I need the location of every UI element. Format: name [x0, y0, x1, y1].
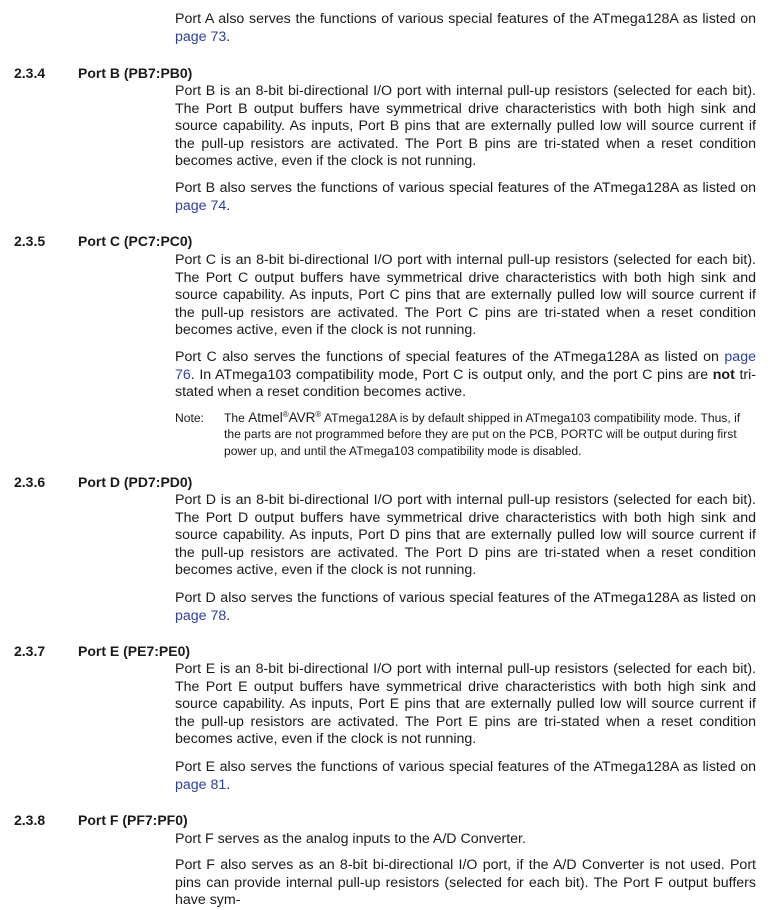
- port-e-functions-paragraph: Port E also serves the functions of various special features of the ATmega128A as listed on page 81.: [175, 759, 756, 793]
- page-81-link[interactable]: page 81: [175, 776, 227, 793]
- port-a-functions-paragraph: Port A also serves the functions of various special features of the ATmega128A as listed on page 73.: [175, 11, 756, 45]
- section-number: 2.3.8: [14, 812, 46, 828]
- section-heading-port-c: [14, 233, 192, 251]
- section-title: Port C (PC7:PC0): [78, 233, 193, 249]
- port-c-functions-paragraph: Port C also serves the functions of special features of the ATmega128A as listed on page 76. In ATmega103 compatibility mode, Port C is output only, and the port C pins are not tri-stated when a reset condition becomes active.: [175, 349, 756, 400]
- section-number: 2.3.4: [14, 65, 46, 81]
- port-f-description: Port F serves as the analog inputs to the A/D Converter.: [175, 831, 526, 847]
- section-title: Port B (PB7:PB0): [78, 65, 193, 81]
- page-73-link[interactable]: page 73: [175, 28, 227, 45]
- page-76-link[interactable]: page 76: [175, 349, 756, 383]
- port-e-description: Port E is an 8-bit bi-directional I/O port with internal pull-up resistors (selected for each bit). The Port E output buffers have symmetrical drive characteristics with both high sink and source capability. As inputs, Port E pins that are externally pulled low will source current if the pull-up resistors are activated. The Port E pins are tri-stated when a reset condition becomes active, even if the clock is not running.: [175, 661, 756, 747]
- port-b-description: Port B is an 8-bit bi-directional I/O port with internal pull-up resistors (selected for each bit). The Port B output buffers have symmetrical drive characteristics with both high sink and source capability. As inputs, Port B pins that are externally pulled low will source current if the pull-up resistors are activated. The Port B pins are tri-stated when a reset condition becomes active, even if the clock is not running.: [175, 83, 756, 169]
- section-number: 2.3.6: [14, 474, 46, 490]
- note-text: The Atmel®AVR® ATmega128A is by default shipped in ATmega103 compatibility mode. Thus, if the parts are not programmed before they are put on the PCB, PORTC will be output during first power up, and until the ATmega103 compatibility mode is disabled.: [224, 409, 741, 458]
- section-title: Port F (PF7:PF0): [78, 812, 188, 828]
- section-title: Port E (PE7:PE0): [78, 643, 191, 659]
- port-d-description: Port D is an 8-bit bi-directional I/O port with internal pull-up resistors (selected for each bit). The Port D output buffers have symmetrical drive characteristics with both high sink and source capability. As inputs, Port D pins that are externally pulled low will source current if the pull-up resistors are activated. The Port D pins are tri-stated when a reset condition becomes active, even if the clock is not running.: [175, 492, 756, 578]
- section-title: Port D (PD7:PD0): [78, 474, 193, 490]
- section-number: 2.3.5: [14, 233, 46, 249]
- emphasis-not: not: [712, 366, 735, 383]
- section-heading-port-e: [14, 643, 190, 661]
- section-heading-port-f: [14, 812, 188, 830]
- port-d-functions-paragraph: Port D also serves the functions of various special features of the ATmega128A as listed on page 78.: [175, 590, 756, 624]
- note-label: Note:: [175, 411, 204, 425]
- section-heading-port-d: [14, 474, 192, 492]
- section-heading-port-b: [14, 65, 192, 83]
- port-f-io-paragraph: Port F also serves as an 8-bit bi-directional I/O port, if the A/D Converter is not used. Port pins can provide internal pull-up resistors (selected for each bit). The Port F output buffers have sym-: [175, 857, 756, 908]
- port-b-functions-paragraph: Port B also serves the functions of various special features of the ATmega128A as listed on page 74.: [175, 180, 756, 214]
- page-74-link[interactable]: page 74: [175, 197, 227, 214]
- page-78-link[interactable]: page 78: [175, 607, 227, 624]
- port-c-description: Port C is an 8-bit bi-directional I/O port with internal pull-up resistors (selected for each bit). The Port C output buffers have symmetrical drive characteristics with both high sink and source capability. As inputs, Port C pins that are externally pulled low will source current if the pull-up resistors are activated. The Port C pins are tri-stated when a reset condition becomes active, even if the clock is not running.: [175, 252, 756, 338]
- section-number: 2.3.7: [14, 643, 46, 659]
